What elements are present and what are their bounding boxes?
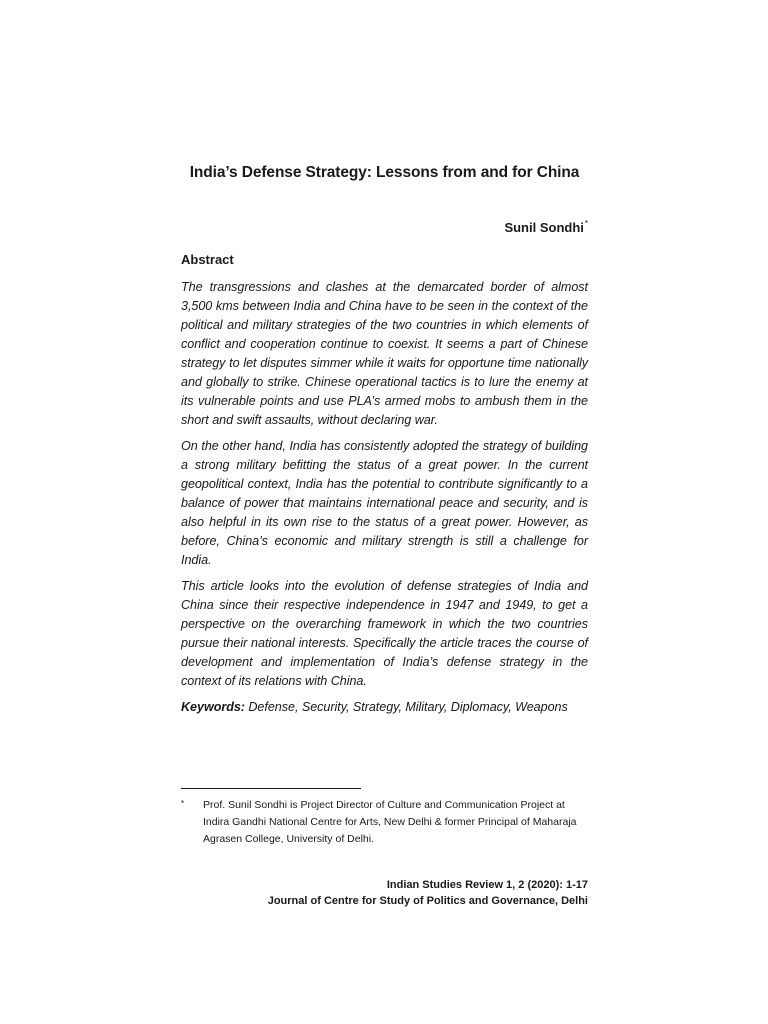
keywords-label: Keywords: [181, 700, 245, 714]
author-line [504, 219, 588, 235]
footnote-text: Prof. Sunil Sondhi is Project Director of Culture and Communication Project at Indira Gandhi National Centre for Arts, New Delhi & former Principal of Maharaja Agrasen College, University of Delhi. [203, 799, 577, 845]
author-name: Sunil Sondhi [504, 220, 584, 235]
abstract-paragraph: On the other hand, India has consistently adopted the strategy of building a strong military befitting the status of a great power. In the current geopolitical context, India has the potential to contribute significantly to a balance of power that maintains international peace and security, and is also helpful in its own rise to the status of a great power. However, as before, China’s economic and military strength is still a challenge for India. [181, 439, 588, 567]
keywords-list: Defense, Security, Strategy, Military, Diplomacy, Weapons [248, 700, 568, 714]
document-page [181, 0, 588, 1024]
keywords-line [181, 698, 588, 717]
abstract-paragraph: This article looks into the evolution of defense strategies of India and China since their respective independence in 1947 and 1949, to get a perspective on the overarching framework in which the two countries pursue their national interests. Specifically the article traces the course of development and implementation of India’s defense strategy in the context of its relations with China. [181, 579, 588, 688]
abstract-paragraph: The transgressions and clashes at the demarcated border of almost 3,500 kms between India and China have to be seen in the context of the political and military strategies of the two countries in which elements of conflict and cooperation continue to coexist. It seems a part of Chinese strategy to let disputes simmer while it waits for opportune time nationally and globally to strike. Chinese operational tactics is to lure the enemy at its vulnerable points and use PLA’s armed mobs to ambush them in the short and swift assaults, without declaring war. [181, 280, 588, 427]
abstract-body [181, 278, 588, 724]
author-footnote-marker[interactable]: * [584, 219, 588, 228]
article-title: India’s Defense Strategy: Lessons from and for China [189, 164, 580, 181]
footnote [181, 797, 588, 848]
journal-info [268, 877, 588, 909]
footnote-marker: * [181, 799, 185, 808]
journal-publisher: Journal of Centre for Study of Politics and Governance, Delhi [267, 895, 588, 907]
journal-citation: Indian Studies Review 1, 2 (2020): 1-17 [386, 879, 588, 891]
abstract-heading: Abstract [181, 252, 234, 267]
footnote-divider [181, 788, 361, 789]
